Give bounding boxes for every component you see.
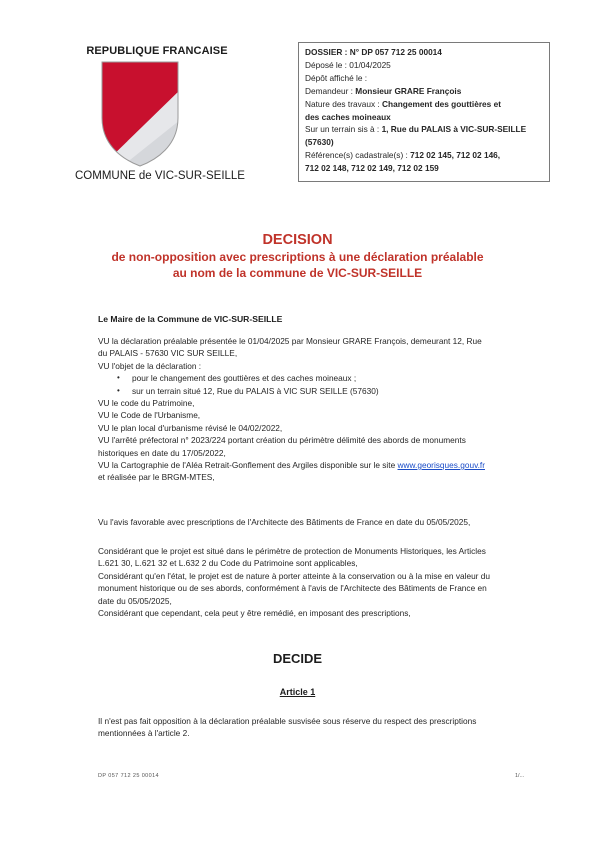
mayor-heading: Le Maire de la Commune de VIC-SUR-SEILLE — [98, 314, 283, 324]
decision-subtitle-line2: au nom de la commune de VIC-SUR-SEILLE — [172, 266, 423, 280]
dossier-cadastral-cont: 712 02 148, 712 02 149, 712 02 159 — [305, 163, 439, 174]
article-1-title: Article 1 — [279, 687, 316, 697]
vu-line: du PALAIS - 57630 VIC SUR SEILLE, — [98, 348, 238, 359]
vu-line: VU la déclaration préalable présentée le 01/04/2025 par Monsieur GRARE François, demeurant 12, Rue — [98, 336, 482, 346]
dossier-filed-date: Déposé le : 01/04/2025 — [305, 59, 391, 70]
considerant-line: Considérant qu'en l'état, le projet est de nature à porter atteinte à la conservation ou à la mise en valeur du — [98, 570, 490, 581]
decide-heading: DECIDE — [272, 651, 323, 666]
considerant-line: Considérant que cependant, cela peut y être remédié, en imposant des prescriptions, — [98, 608, 411, 619]
considerant-section — [98, 545, 550, 619]
dossier-posted-date: Dépôt affiché le : — [305, 72, 368, 83]
georisques-link[interactable]: www.georisques.gouv.fr — [397, 460, 485, 471]
vu-bullet: • pour le changement des gouttières et des caches moineaux ; — [98, 372, 550, 384]
vu-line: et réalisée par le BRGM-MTES, — [98, 472, 215, 483]
commune-name: COMMUNE de VIC-SUR-SEILLE — [75, 170, 245, 182]
dossier-applicant: Demandeur : Monsieur GRARE François — [305, 85, 462, 96]
dossier-works-cont: des caches moineaux — [305, 111, 391, 122]
article-1-text: Il n'est pas fait opposition à la déclaration préalable susvisée sous réserve du respect des prescriptions mentionnées à l'article 2. — [98, 716, 477, 739]
dossier-number: DOSSIER : N° DP 057 712 25 00014 — [305, 47, 442, 57]
considerant-line: Considérant que le projet est situé dans le périmètre de protection de Monuments Historiques, les Articles — [98, 546, 486, 556]
abf-opinion: Vu l'avis favorable avec prescriptions de l'Architecte des Bâtiments de France en date du 05/05/2025, — [98, 517, 471, 527]
coat-of-arms-shield-icon — [100, 60, 180, 168]
dossier-works: Nature des travaux : Changement des gouttières et — [305, 98, 501, 109]
vu-bullet: • sur un terrain situé 12, Rue du PALAIS à VIC SUR SEILLE (57630) — [98, 385, 550, 397]
decision-title-block — [60, 231, 535, 281]
vu-line: VU le Code de l'Urbanisme, — [98, 410, 201, 421]
dossier-land: Sur un terrain sis à : 1, Rue du PALAIS à VIC-SUR-SEILLE — [305, 124, 527, 135]
considerant-line: date du 05/05/2025, — [98, 595, 172, 606]
considerant-line: L.621 30, L.621 32 et L.632 2 du Code du Patrimoine sont applicables, — [98, 558, 358, 569]
vu-line: historiques en date du 17/05/2022, — [98, 447, 226, 458]
page-number: 1/... — [515, 773, 525, 779]
vu-line: VU le code du Patrimoine, — [98, 398, 195, 409]
vu-section — [98, 335, 550, 484]
vu-line: VU la Cartographie de l'Aléa Retrait-Gonflement des Argiles disponible sur le site www.georisques.gouv.fr — [98, 460, 485, 471]
dossier-info-box — [298, 42, 550, 182]
dossier-cadastral: Référence(s) cadastrale(s) : 712 02 145, 712 02 146, — [305, 150, 501, 161]
considerant-line: monument historique ou de ses abords, conformément à l'avis de l'Architecte des Bâtiments de France en — [98, 583, 487, 594]
footer-reference: DP 057 712 25 00014 — [98, 773, 160, 779]
decision-title: DECISION — [262, 232, 333, 248]
republic-title: REPUBLIQUE FRANCAISE — [86, 45, 228, 57]
dossier-land-cont: (57630) — [305, 137, 334, 148]
vu-line: VU l'arrêté préfectoral n° 2023/224 portant création du périmètre délimité des abords de monuments — [98, 435, 466, 446]
decision-subtitle-line1: de non-opposition avec prescriptions à une déclaration préalable — [111, 250, 484, 264]
vu-line: VU l'objet de la déclaration : — [98, 360, 202, 371]
vu-line: VU le plan local d'urbanisme révisé le 04/02/2022, — [98, 422, 283, 433]
